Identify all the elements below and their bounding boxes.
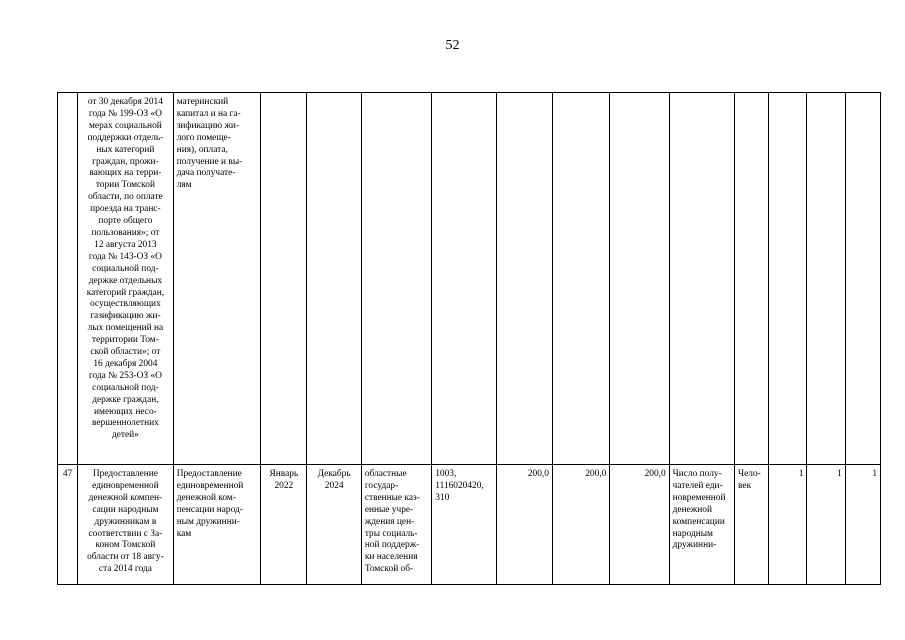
row-number-cell: 47 bbox=[58, 465, 78, 585]
amount-cell bbox=[496, 93, 552, 465]
kbk-cell bbox=[432, 93, 496, 465]
end-date-cell: Декабрь 2024 bbox=[307, 465, 361, 585]
legal-basis-cell: от 30 декабря 2014 года № 199-ОЗ «О мерах социальной поддержки отдель- ных категорий граждан, прожи- вающих на терри- тории Томской области, по оплате проезда на транс- порте общего пользования»; от 12 августа 2013 года № 143-ОЗ «О социальной под- держке отдельных категорий граждан, осуществляющих газификацию жи- лых помещений на территории Том- ской области»; от 16 декабря 2004 года № 253-ОЗ «О социальной под- держке граждан, имеющих несо- вершеннолетних детей» bbox=[78, 93, 174, 465]
row-number-cell bbox=[58, 93, 78, 465]
start-date-cell bbox=[261, 93, 307, 465]
value-cell: 1 bbox=[807, 465, 845, 585]
program-table bbox=[57, 92, 881, 585]
value-cell bbox=[845, 93, 880, 465]
indicator-cell: Число полу- чателей еди- новременной денежной компенсации народным дружинни- bbox=[669, 465, 734, 585]
value-cell bbox=[769, 93, 807, 465]
indicator-cell bbox=[669, 93, 734, 465]
amount-cell: 200,0 bbox=[610, 465, 669, 585]
amount-cell bbox=[610, 93, 669, 465]
executor-cell bbox=[361, 93, 431, 465]
legal-basis-cell: Предоставление единовременной денежной компен- сации народным дружинникам в соответствии с За- коном Томской области от 18 авгу- ста 2014 года bbox=[78, 465, 174, 585]
end-date-cell bbox=[307, 93, 361, 465]
page-number: 52 bbox=[445, 38, 460, 53]
start-date-cell: Январь 2022 bbox=[261, 465, 307, 585]
executor-cell: областные государ- ственные каз- енные учре- ждения цен- тры социаль- ной поддерж- ки населения Томской об- bbox=[361, 465, 431, 585]
value-cell bbox=[807, 93, 845, 465]
amount-cell: 200,0 bbox=[496, 465, 552, 585]
amount-cell bbox=[552, 93, 609, 465]
unit-cell bbox=[735, 93, 769, 465]
table-row bbox=[58, 93, 881, 465]
table-row bbox=[58, 465, 881, 585]
value-cell: 1 bbox=[845, 465, 880, 585]
kbk-cell: 1003, 1116020420, 310 bbox=[432, 465, 496, 585]
amount-cell: 200,0 bbox=[552, 465, 609, 585]
description-cell: материнский капитал и на га- зификацию жи- лого помеще- ния), оплата, получение и вы- дача получате- лям bbox=[173, 93, 261, 465]
description-cell: Предоставление единовременной денежной ком- пенсации народ- ным дружинни- кам bbox=[173, 465, 261, 585]
unit-cell: Чело- век bbox=[735, 465, 769, 585]
value-cell: 1 bbox=[769, 465, 807, 585]
